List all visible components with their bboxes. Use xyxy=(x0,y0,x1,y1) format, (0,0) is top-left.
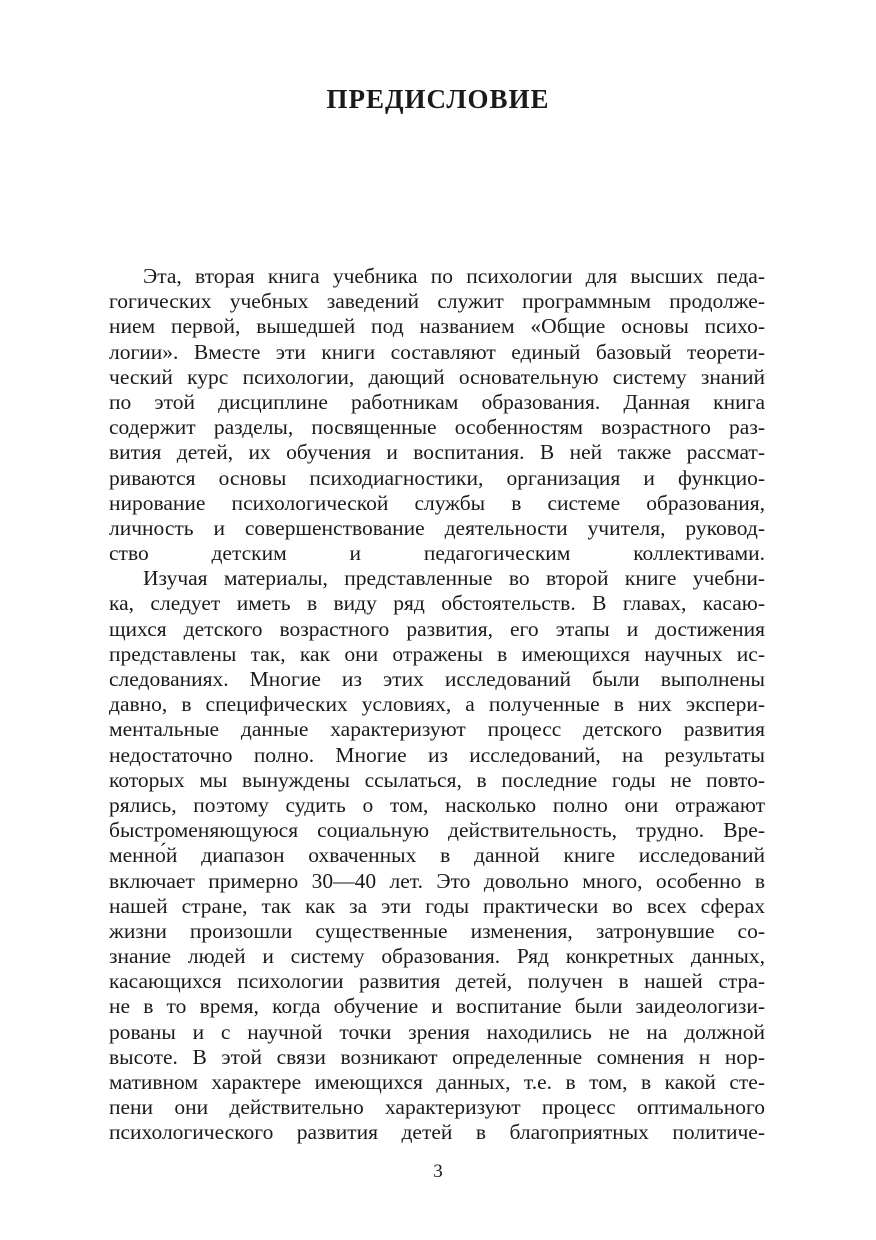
text-line: следованиях. Многие из этих исследований были выполнены xyxy=(109,667,765,691)
text-line: по этой дисциплине работникам образования. Данная книга xyxy=(109,389,765,414)
text-line: нашей стране, так как за эти годы практически во всех сферах xyxy=(109,893,765,918)
text-line: Эта, вторая книга учебника по психологии для высших педа- xyxy=(143,264,765,288)
text-line: риваются основы психодиагностики, организация и функцио- xyxy=(109,465,765,490)
text-line: которых мы вынуждены ссылаться, в последние годы не повто- xyxy=(109,767,765,792)
text-line: Изучая материалы, представленные во второй книге учебни- xyxy=(143,566,765,591)
text-line: пени они действительно характеризуют процесс оптимального xyxy=(109,1095,765,1120)
text-line: включает примерно 30—40 лет. Это довольно много, особенно в xyxy=(109,868,765,893)
text-line: содержит разделы, посвященные особенностям возрастного раз- xyxy=(109,415,765,440)
text-line: рялись, поэтому судить о том, насколько полно они отражают xyxy=(109,792,765,817)
page-number: 3 xyxy=(433,1161,443,1182)
text-line: рованы и с научной точки зрения находились не на должной xyxy=(109,1019,765,1044)
text-line: менно́й диапазон охваченных в данной книге исследований xyxy=(109,843,765,868)
text-line: быстроменяющуюся социальную действительность, трудно. Вре- xyxy=(109,818,765,843)
text-line: недостаточно полно. Многие из исследований, на результаты xyxy=(109,742,765,767)
text-line: гогических учебных заведений служит программным продолже- xyxy=(109,289,765,314)
paragraph-1 xyxy=(109,264,765,566)
text-line: высоте. В этой связи возникают определенные сомнения н нор- xyxy=(109,1044,765,1069)
page-title: ПРЕДИСЛОВИЕ xyxy=(326,84,550,114)
paragraph-2 xyxy=(109,566,765,1145)
text-line: психологического развития детей в благоприятных политиче- xyxy=(109,1120,765,1145)
text-line: вития детей, их обучения и воспитания. В ней также рассмат- xyxy=(109,440,765,465)
text-line: мативном характере имеющихся данных, т.е. в том, в какой сте- xyxy=(109,1070,765,1094)
text-line: ческий курс психологии, дающий основательную систему знаний xyxy=(109,364,765,389)
text-line: нирование психологической службы в системе образования, xyxy=(109,490,765,515)
text-line: ка, следует иметь в виду ряд обстоятельств. В главах, касаю- xyxy=(109,591,765,616)
text-line: ментальные данные характеризуют процесс детского развития xyxy=(109,717,765,742)
text-line: касающихся психологии развития детей, получен в нашей стра- xyxy=(109,969,765,994)
text-line: не в то время, когда обучение и воспитание были заидеологизи- xyxy=(109,994,765,1019)
text-line: щихся детского возрастного развития, его этапы и достижения xyxy=(109,616,765,641)
text-line: знание людей и систему образования. Ряд конкретных данных, xyxy=(109,944,765,969)
body-text xyxy=(109,264,765,1146)
text-line: жизни произошли существенные изменения, затронувшие со- xyxy=(109,918,765,943)
text-line: личность и совершенствование деятельности учителя, руковод- xyxy=(109,515,765,540)
text-line: ство детским и педагогическим коллективами. xyxy=(109,541,765,566)
text-line: нием первой, вышедшей под названием «Общие основы психо- xyxy=(109,314,765,339)
text-line: давно, в специфических условиях, а полученные в них экспери- xyxy=(109,692,765,717)
text-line: представлены так, как они отражены в имеющихся научных ис- xyxy=(109,641,765,666)
text-line: логии». Вместе эти книги составляют единый базовый теорети- xyxy=(109,339,765,364)
